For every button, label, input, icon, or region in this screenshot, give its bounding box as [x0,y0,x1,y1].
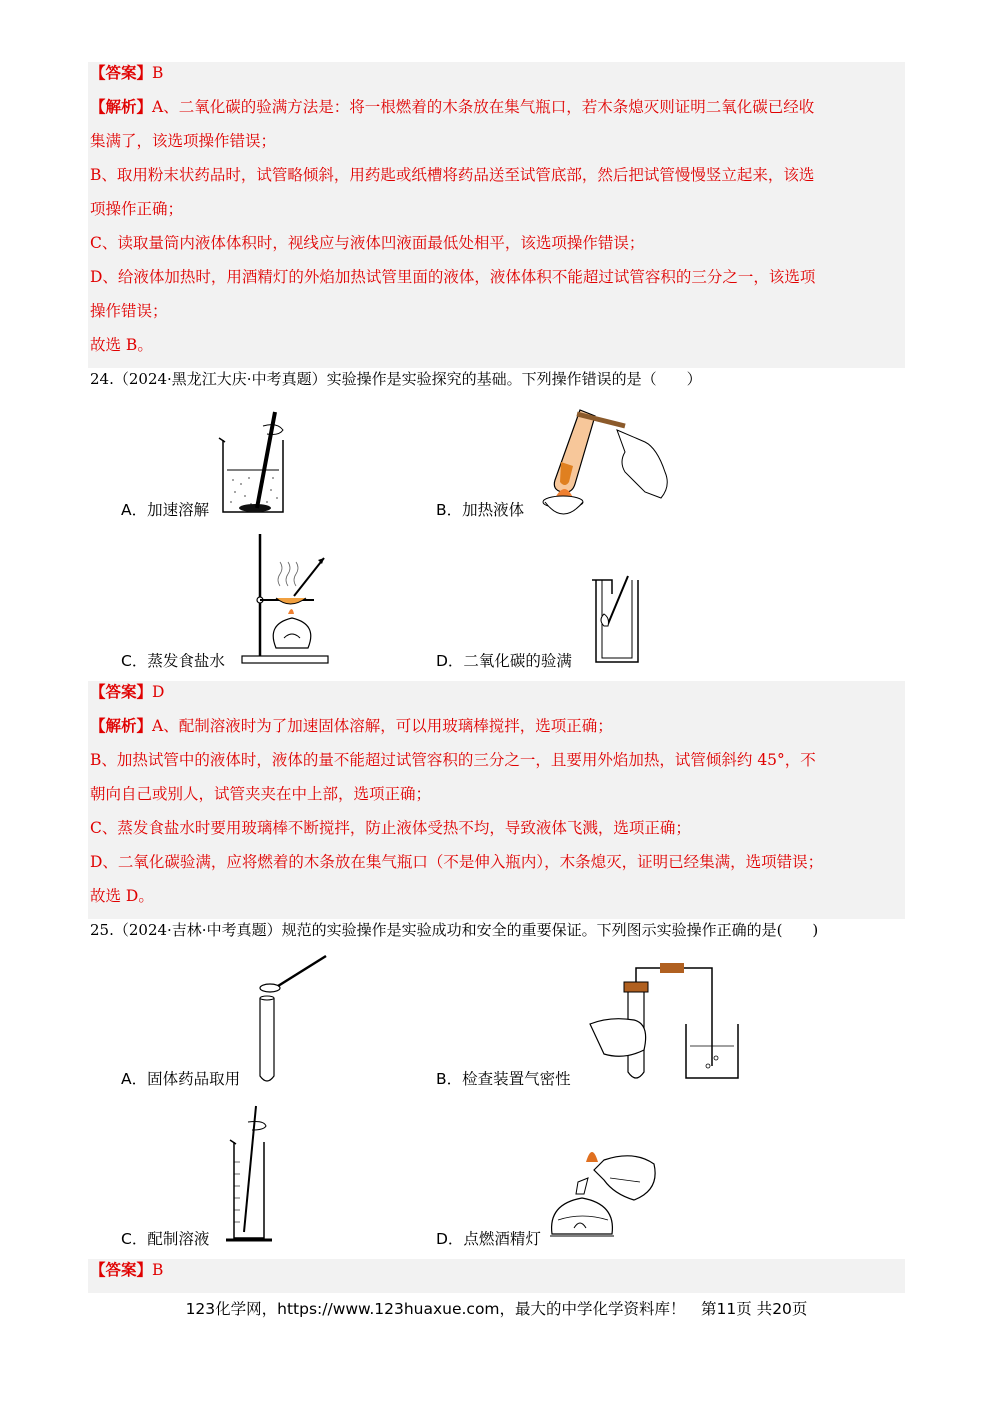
analysis-line: 项操作正确； [90,200,184,218]
graduated-cylinder-icon [222,1102,282,1246]
evaporating-dish-icon [236,530,336,666]
option-24-d: D．二氧化碳的验满 [436,652,572,670]
airtightness-check-icon [590,960,750,1085]
answer-value: B [152,1261,164,1279]
analysis-line [90,715,613,737]
analysis-line: D、给液体加热时，用酒精灯的外焰加热试管里面的液体，液体体积不能超过试管容积的三分之一，该选项 [90,268,816,286]
analysis-line: C、读取量筒内液体体积时，视线应与液体凹液面最低处相平，该选项操作错误； [90,234,645,252]
analysis-text: A、配制溶液时为了加速固体溶解，可以用玻璃棒搅拌，选项正确； [152,717,613,735]
analysis-text: A、二氧化碳的验满方法是：将一根燃着的木条放在集气瓶口，若木条熄灭则证明二氧化碳已经收 [152,98,815,116]
beaker-stirring-icon [215,410,295,520]
analysis-line: 故选 D。 [90,887,154,905]
option-24-a: A．加速溶解 [121,501,210,519]
analysis-tag: 【解析】 [90,716,153,735]
analysis-line: 集满了，该选项操作错误； [90,132,277,150]
analysis-line: 操作错误； [90,302,168,320]
analysis-line: B、加热试管中的液体时，液体的量不能超过试管容积的三分之一，且要用外焰加热，试管倾斜约 45°，不 [90,751,816,769]
answer-line-23 [90,62,163,84]
question-24-stem: 24.（2024·黑龙江大庆·中考真题）实验操作是实验探究的基础。下列操作错误的是（ ） [90,370,702,388]
option-24-b: B．加热液体 [436,501,525,519]
answer-tag: 【答案】 [90,682,153,701]
test-tube-heating-icon [535,402,675,520]
question-25-stem: 25.（2024·吉林·中考真题）规范的实验操作是实验成功和安全的重要保证。下列图示实验操作正确的是( ) [90,921,819,939]
analysis-tag: 【解析】 [90,97,153,116]
analysis-line: 朝向自己或别人，试管夹夹在中上部，选项正确； [90,785,432,803]
option-24-c: C．蒸发食盐水 [121,652,225,670]
analysis-line: C、蒸发食盐水时要用玻璃棒不断搅拌，防止液体受热不均，导致液体飞溅，选项正确； [90,819,691,837]
gas-jar-splint-icon [588,574,648,666]
analysis-line: D、二氧化碳验满，应将燃着的木条放在集气瓶口（不是伸入瓶内），木条熄灭，证明已经集满，选项错误； [90,853,824,871]
option-25-b: B．检查装置气密性 [436,1070,571,1088]
answer-line-25 [90,1259,163,1281]
analysis-line: B、取用粉末状药品时，试管略倾斜，用药匙或纸槽将药品送至试管底部，然后把试管慢慢竖立起来，该选 [90,166,815,184]
analysis-line [90,96,814,118]
option-25-c: C．配制溶液 [121,1230,210,1248]
analysis-line: 故选 B。 [90,336,153,354]
test-tube-spoon-icon [226,952,336,1086]
answer-value: B [152,64,164,82]
option-25-d: D．点燃酒精灯 [436,1230,541,1248]
answer-value: D [152,683,165,701]
option-25-a: A．固体药品取用 [121,1070,241,1088]
answer-block-25 [88,1259,905,1293]
answer-line-24 [90,681,164,703]
page-footer: 123化学网，https://www.123huaxue.com，最大的中学化学资料库！ 第11页 共20页 [185,1300,808,1318]
answer-tag: 【答案】 [90,1260,153,1279]
alcohol-lamp-lighting-icon [550,1138,662,1248]
answer-tag: 【答案】 [90,63,153,82]
